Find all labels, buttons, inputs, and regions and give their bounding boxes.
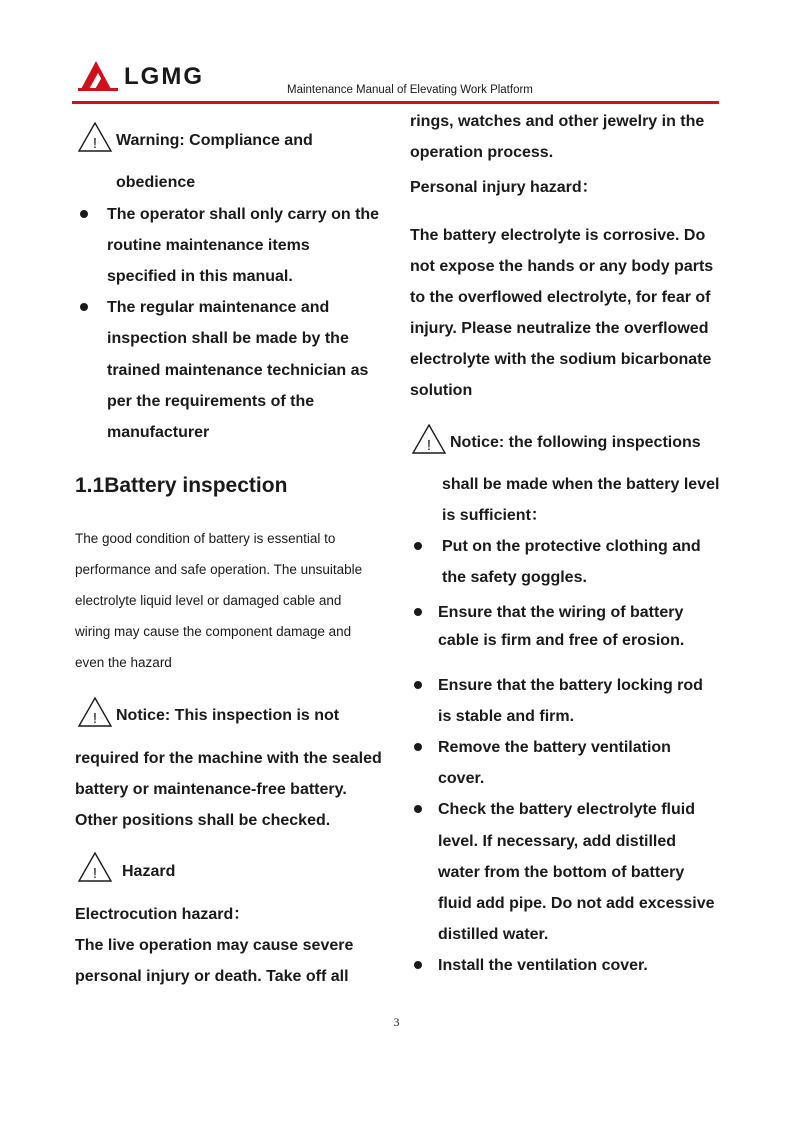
item6-line1: Install the ventilation cover. bbox=[438, 957, 648, 974]
item1-line2: the safety goggles. bbox=[442, 569, 587, 586]
body-line2: performance and safe operation. The unsuitable bbox=[75, 562, 363, 577]
item1-line1: Put on the protective clothing and bbox=[442, 538, 701, 555]
notice-cont-line1: shall be made when the battery level bbox=[442, 476, 720, 493]
notice-title-right: Notice: the following inspections bbox=[450, 434, 701, 451]
bullet-dot bbox=[414, 681, 422, 689]
notice-icon bbox=[411, 423, 447, 455]
svg-text:!: ! bbox=[426, 437, 432, 454]
notice-body-line3: Other positions shall be checked. bbox=[75, 812, 331, 829]
bullet1-line1: The operator shall only carry on the bbox=[107, 206, 380, 223]
bullet2-line3: trained maintenance technician as bbox=[107, 362, 369, 379]
notice-icon bbox=[77, 696, 113, 728]
cont-line2: operation process. bbox=[410, 144, 554, 161]
lgmg-logo-icon bbox=[76, 57, 120, 93]
warning-title: Warning: Compliance and bbox=[116, 132, 313, 149]
hazard-icon bbox=[77, 851, 113, 883]
bullet-dot bbox=[414, 608, 422, 616]
item5-line4: fluid add pipe. Do not add excessive bbox=[438, 895, 715, 912]
svg-text:!: ! bbox=[92, 710, 98, 727]
bullet2-line4: per the requirements of the bbox=[107, 393, 315, 410]
item2-line2: cable is firm and free of erosion. bbox=[438, 632, 685, 649]
bullet2-line1: The regular maintenance and bbox=[107, 299, 330, 316]
bullet-dot bbox=[80, 210, 88, 218]
corrosive-line5: electrolyte with the sodium bicarbonate bbox=[410, 351, 712, 368]
header-rule bbox=[72, 101, 719, 104]
item4-line2: cover. bbox=[438, 770, 485, 787]
svg-text:!: ! bbox=[92, 135, 98, 152]
page-number: 3 bbox=[393, 1015, 400, 1029]
item5-line3: water from the bottom of battery bbox=[438, 864, 685, 881]
bullet-dot bbox=[414, 961, 422, 969]
item5-line2: level. If necessary, add distilled bbox=[438, 833, 677, 850]
bullet-dot bbox=[414, 805, 422, 813]
cont-line1: rings, watches and other jewelry in the bbox=[410, 113, 705, 130]
item3-line2: is stable and firm. bbox=[438, 708, 575, 725]
svg-text:!: ! bbox=[92, 865, 98, 882]
warning-title-cont: obedience bbox=[116, 174, 196, 191]
logo-text: LGMG bbox=[124, 63, 204, 90]
electrocution-label: Electrocution hazard： bbox=[75, 906, 250, 923]
electrocution-body-line1: The live operation may cause severe bbox=[75, 937, 354, 954]
corrosive-line1: The battery electrolyte is corrosive. Do bbox=[410, 227, 706, 244]
item5-line1: Check the battery electrolyte fluid bbox=[438, 801, 695, 818]
notice-cont-line2: is sufficient： bbox=[442, 507, 547, 524]
corrosive-line6: solution bbox=[410, 382, 473, 399]
bullet-dot bbox=[414, 542, 422, 550]
bullet-dot bbox=[414, 743, 422, 751]
bullet2-line5: manufacturer bbox=[107, 424, 210, 441]
personal-injury-label: Personal injury hazard： bbox=[410, 179, 598, 196]
corrosive-line2: not expose the hands or any body parts bbox=[410, 258, 714, 275]
bullet2-line2: inspection shall be made by the bbox=[107, 330, 349, 347]
corrosive-line3: to the overflowed electrolyte, for fear of bbox=[410, 289, 711, 306]
electrocution-body-line2: personal injury or death. Take off all bbox=[75, 968, 349, 985]
notice-title: Notice: This inspection is not bbox=[116, 707, 340, 724]
notice-body-line2: battery or maintenance-free battery. bbox=[75, 781, 347, 798]
section-heading: 1.1Battery inspection bbox=[75, 474, 288, 497]
item3-line1: Ensure that the battery locking rod bbox=[438, 677, 703, 694]
notice-body-line1: required for the machine with the sealed bbox=[75, 750, 382, 767]
body-line1: The good condition of battery is essential to bbox=[75, 531, 336, 546]
body-line4: wiring may cause the component damage and bbox=[75, 624, 352, 639]
item2-line1: Ensure that the wiring of battery bbox=[438, 604, 684, 621]
item4-line1: Remove the battery ventilation bbox=[438, 739, 671, 756]
header-title: Maintenance Manual of Elevating Work Platform bbox=[287, 84, 533, 96]
bullet1-line2: routine maintenance items bbox=[107, 237, 310, 254]
hazard-title: Hazard bbox=[122, 863, 176, 880]
body-line3: electrolyte liquid level or damaged cable and bbox=[75, 593, 342, 608]
bullet1-line3: specified in this manual. bbox=[107, 268, 293, 285]
bullet-dot bbox=[80, 303, 88, 311]
body-line5: even the hazard bbox=[75, 655, 172, 670]
item5-line5: distilled water. bbox=[438, 926, 549, 943]
warning-icon bbox=[77, 121, 113, 153]
corrosive-line4: injury. Please neutralize the overflowed bbox=[410, 320, 709, 337]
